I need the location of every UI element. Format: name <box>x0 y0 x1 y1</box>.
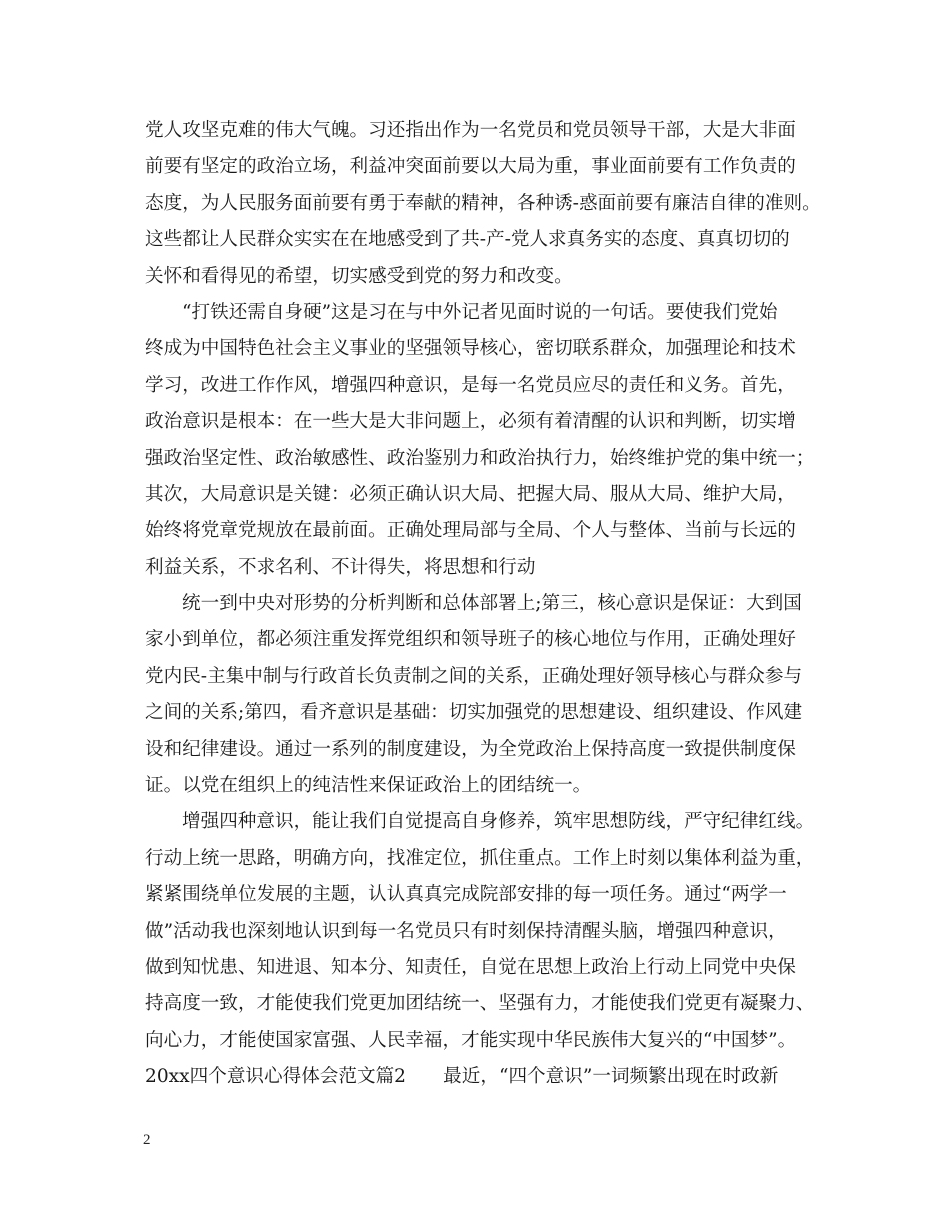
text-line: 行动上统一思路，明确方向，找准定位，抓住重点。工作上时刻以集体利益为重， <box>145 847 815 869</box>
text-line: 家小到单位，都必须注重发挥党组织和领导班子的核心地位与作用，正确处理好 <box>145 629 796 651</box>
text-line: 之间的关系;第四，看齐意识是基础：切实加强党的思想建设、组织建设、作风建 <box>145 702 803 724</box>
text-line: 证。以党在组织上的纯洁性来保证政治上的团结统一。 <box>145 775 592 797</box>
text-line: 强政治坚定性、政治敏感性、政治鉴别力和政治执行力，始终维护党的集中统一； <box>145 447 815 469</box>
text-line: 学习，改进工作作风，增强四种意识，是每一名党员应尽的责任和义务。首先， <box>145 374 796 396</box>
text-line: 紧紧围绕单位发展的主题，认认真真完成院部安排的每一项任务。通过“两学一 <box>145 884 787 906</box>
text-line: 前要有坚定的政治立场，利益冲突面前要以大局为重，事业面前要有工作负责的 <box>145 156 796 178</box>
text-line: 20xx四个意识心得体会范文篇2 最近，“四个意识”一词频繁出现在时政新 <box>145 1066 779 1088</box>
text-line: 始终将党章党规放在最前面。正确处理局部与全局、个人与整体、当前与长远的 <box>145 520 796 542</box>
text-line: 做到知忧患、知进退、知本分、知责任，自觉在思想上政治上行动上同党中央保 <box>145 956 796 978</box>
text-line: 党人攻坚克难的伟大气魄。习还指出作为一名党员和党员领导干部，大是大非面 <box>145 120 796 141</box>
text-line: 态度，为人民服务面前要有勇于奉献的精神，各种诱-惑面前要有廉洁自律的准则。 <box>145 192 821 214</box>
text-line: 政治意识是根本：在一些大是大非问题上，必须有着清醒的认识和判断，切实增 <box>145 411 796 433</box>
text-line: 这些都让人民群众实实在在地感受到了共-产-党人求真务实的态度、真真切切的 <box>145 229 790 251</box>
page-number: 2 <box>143 1132 151 1148</box>
text-line: 党内民-主集中制与行政首长负责制之间的关系，正确处理好领导核心与群众参与 <box>145 665 803 687</box>
text-line: 做”活动我也深刻地认识到每一名党员只有时刻保持清醒头脑，增强四种意识， <box>145 920 787 942</box>
text-line: 向心力，才能使国家富强、人民幸福，才能实现中华民族伟大复兴的“中国梦”。 <box>145 1029 797 1051</box>
text-line: 其次，大局意识是关键：必须正确认识大局、把握大局、服从大局、维护大局， <box>145 483 796 505</box>
text-line: 增强四种意识，能让我们自觉提高自身修养，筑牢思想防线，严守纪律红线。 <box>182 811 815 833</box>
text-line: 持高度一致，才能使我们党更加团结统一、坚强有力，才能使我们党更有凝聚力、 <box>145 993 815 1015</box>
text-line: 关怀和看得见的希望，切实感受到党的努力和改变。 <box>145 265 573 287</box>
text-line: 终成为中国特色社会主义事业的坚强领导核心，密切联系群众，加强理论和技术 <box>145 338 796 360</box>
text-line: 利益关系，不求名利、不计得失，将思想和行动 <box>145 556 536 578</box>
text-line: 统一到中央对形势的分析判断和总体部署上;第三，核心意识是保证：大到国 <box>182 593 802 615</box>
body-text <box>145 113 821 1096</box>
text-line: 设和纪律建设。通过一系列的制度建设，为全党政治上保持高度一致提供制度保 <box>145 738 796 760</box>
text-line: “打铁还需自身硬”这是习在与中外记者见面时说的一句话。要使我们党始 <box>182 301 778 323</box>
